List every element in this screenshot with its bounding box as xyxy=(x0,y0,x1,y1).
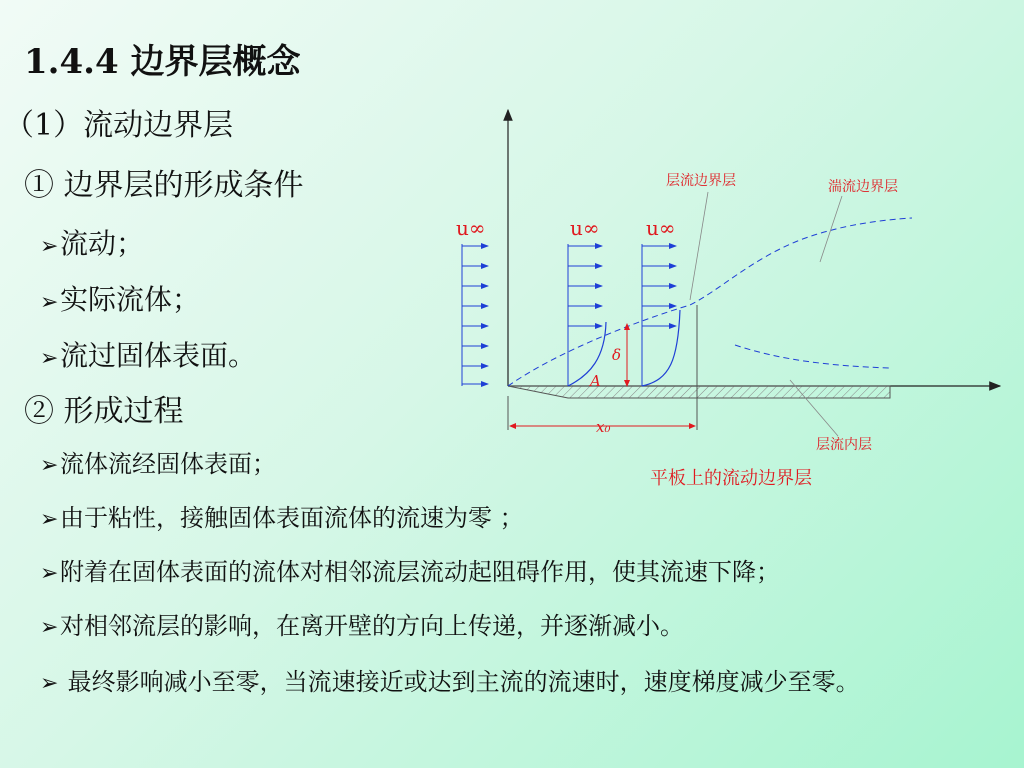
flat-plate xyxy=(508,386,890,398)
process-item: ➢流体流经固体表面； xyxy=(40,450,276,478)
point-a-label: A xyxy=(590,372,601,390)
u-inf-label: u∞ xyxy=(570,216,600,240)
bullet-arrow-icon: ➢ xyxy=(40,290,59,315)
section-heading: （1）流动边界层 xyxy=(4,108,234,143)
delta-label: δ xyxy=(612,346,622,364)
laminar-boundary-layer-label: 层流边界层 xyxy=(666,173,736,189)
u-inf-label: u∞ xyxy=(456,216,486,240)
bullet-arrow-icon: ➢ xyxy=(40,561,59,586)
laminar-sublayer-edge xyxy=(735,345,890,368)
condition-item: ➢流过固体表面。 xyxy=(40,339,257,372)
condition-item: ➢流动； xyxy=(40,227,145,260)
laminar-sublayer-label: 层流内层 xyxy=(816,437,872,453)
slide-title: 1.4.4 边界层概念 xyxy=(24,42,301,82)
x0-label: x₀ xyxy=(596,418,611,436)
subheading-conditions: ① 边界层的形成条件 xyxy=(24,168,304,203)
process-item: ➢对相邻流层的影响，在离开壁的方向上传递，并逐渐减小。 xyxy=(40,612,684,640)
turbulent-boundary-layer-label: 湍流边界层 xyxy=(828,179,898,195)
velocity-profile-turbulent xyxy=(642,244,680,386)
process-item: ➢附着在固体表面的流体对相邻流层流动起阻碍作用，使其流速下降； xyxy=(40,558,780,586)
bullet-arrow-icon: ➢ xyxy=(40,234,59,259)
velocity-profile-uniform xyxy=(462,244,488,386)
bullet-arrow-icon: ➢ xyxy=(40,346,59,371)
bullet-arrow-icon: ➢ xyxy=(40,671,59,696)
process-item: ➢由于粘性，接触固体表面流体的流速为零 ； xyxy=(40,504,524,532)
bullet-arrow-icon: ➢ xyxy=(40,453,59,478)
boundary-layer-edge xyxy=(508,218,912,386)
velocity-profile-laminar xyxy=(568,244,606,386)
diagram-caption: 平板上的流动边界层 xyxy=(650,468,812,489)
bullet-arrow-icon: ➢ xyxy=(40,507,59,532)
u-inf-label: u∞ xyxy=(646,216,676,240)
bullet-arrow-icon: ➢ xyxy=(40,615,59,640)
process-item: ➢ 最终影响减小至零，当流速接近或达到主流的流速时，速度梯度减少至零。 xyxy=(40,668,860,696)
condition-item: ➢实际流体； xyxy=(40,283,201,316)
subheading-process: ② 形成过程 xyxy=(24,394,184,429)
